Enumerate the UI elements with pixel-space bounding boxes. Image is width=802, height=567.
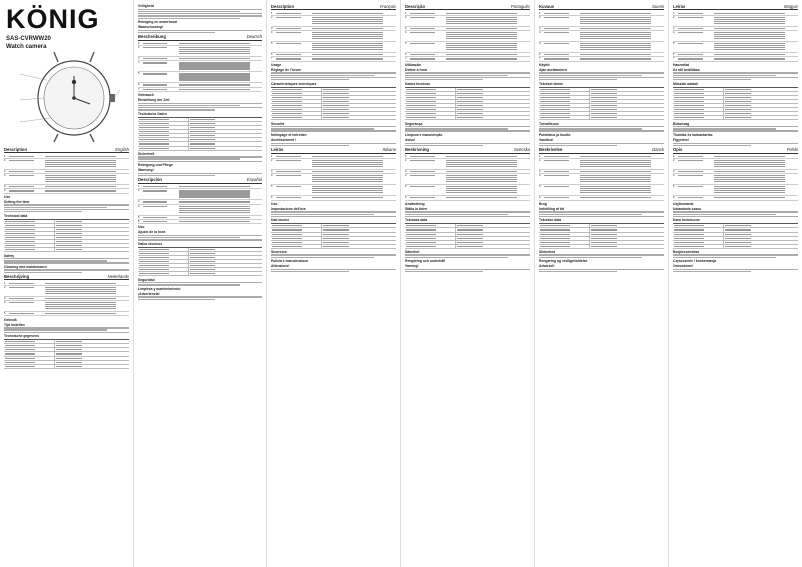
heading-datos: Datos técnicos <box>138 241 163 246</box>
column-5: Kuvaus Suomi 1 2 3 4 5 6 7 Käyttö Ajan asettaminen Tekniset tiedot Turvallisuus Puhdistus ja huolto Varoitus! Beskrivelse Dansk 1 2 3 4 5 6 Brug Indstilling af tid Tekniske data Sikkerhed Rengøring og vedligeholdelse Advarsel! <box>534 0 668 567</box>
heading-tekniset: Tekniset tiedot <box>539 81 563 86</box>
heading-anvandning: Användning <box>405 201 425 206</box>
heading-indstilling: Indstilling af tid <box>539 206 565 211</box>
column-2: Veiligheid Reiniging en onderhoud Waarschuwing! Beschreibung Deutsch 1 2 3 4 5 6 7 Gebrauch Einstellung der Zeit Technische Daten Sicherheit Reinigung und Pflege Warnung! Descripción Español 1 2 3 4 5 6 Uso Ajuste de la hora Datos técnicos Seguridad Limpieza y mantenimiento ¡Advertencia! <box>133 0 266 567</box>
heading-use: Use <box>4 194 11 199</box>
heading-reiniging: Reiniging en onderhoud <box>138 20 177 25</box>
column-3: Description Français 1 2 3 4 5 6 7 Usage Réglage de l'heure Caractéristiques techniques Sécurité Nettoyage et entretien Avertissement ! Leírás Italiano 1 2 3 4 5 6 Uso Impostazione dell'ora Dati tecnici Sicurezza Pulizia e manutenzione Attenzione! <box>266 0 400 567</box>
brand-logo-text: KÖNIG <box>6 4 100 32</box>
heading-bezpieczenstwo: Bezpieczeństwo <box>673 250 700 255</box>
heading-caracteristiques: Caractéristiques techniques <box>271 81 317 86</box>
heading-czyszczenie: Czyszczenie i konserwacja <box>673 259 717 264</box>
heading-varning: Varning! <box>405 264 419 269</box>
heading-veiligheid: Veiligheid <box>138 4 154 9</box>
heading-limpeza: Limpeza e manutenção <box>405 132 443 137</box>
heading-advarsel: Advarsel! <box>539 264 555 269</box>
heading-impostazione: Impostazione dell'ora <box>271 206 306 211</box>
heading-dane: Dane techniczne <box>673 218 700 223</box>
heading-uzytkowanie: Użytkowanie <box>673 201 694 206</box>
heading-ido: Az idő beállítása <box>673 68 700 73</box>
section-bar-leiras-hu: Leírás Magyar <box>673 4 798 9</box>
heading-gebruik: Gebruik <box>4 317 17 322</box>
heading-reglage: Réglage de l'heure <box>271 68 302 73</box>
heading-tijd-instellen: Tijd instellen <box>4 322 25 327</box>
heading-rengoring-da: Rengøring og vedligeholdelse <box>539 259 588 264</box>
technical-table-en <box>4 219 129 253</box>
heading-tekniska: Tekniska data <box>405 218 428 223</box>
heading-waarschuwing: Waarschuwing! <box>138 25 163 30</box>
section-bar-beskrivelse-da: Beskrivelse Dansk <box>539 147 664 153</box>
heading-ajan: Ajan asettaminen <box>539 68 568 73</box>
heading-sicurezza: Sicurezza <box>271 250 287 255</box>
heading-puhdistus: Puhdistus ja huolto <box>539 132 571 137</box>
heading-rengoring-sv: Rengöring och underhåll <box>405 259 446 264</box>
heading-pulizia: Pulizia e manutenzione <box>271 259 309 264</box>
heading-warnung: Warnung! <box>138 168 154 173</box>
section-bar-description-en: Description English <box>4 147 129 152</box>
heading-tisztitas: Tisztítás és karbantartás <box>673 132 713 137</box>
heading-technical-data: Technical data <box>4 213 28 218</box>
heading-definir: Definir a hora <box>405 68 427 73</box>
heading-cleaning: Cleaning and maintenance <box>4 264 47 269</box>
konig-logo <box>6 4 126 32</box>
heading-uso: Uso <box>138 225 145 230</box>
section-bar-description-fr: Description Français <box>271 4 396 9</box>
heading-figyelem: Figyelem! <box>673 138 689 143</box>
heading-ajuste: Ajuste de la hora <box>138 230 166 235</box>
heading-aviso: Aviso! <box>405 138 416 143</box>
heading-uso-it: Uso <box>271 201 278 206</box>
heading-ustawianie: Ustawianie czasu <box>673 206 702 211</box>
section-bar-descripcion-es: Descripción Español <box>138 177 262 183</box>
heading-tekniske: Tekniske data <box>539 218 562 223</box>
heading-nettoyage: Nettoyage et entretien <box>271 132 307 137</box>
column-4: Descrição Português 1 2 3 4 5 6 7 Utilização Definir a hora Dados técnicos Segurança Limpeza e manutenção Aviso! Beskrivning Svenska 1 2 3 4 5 6 Användning Ställa in tiden Tekniska data Säkerhet Rengöring och underhåll Varning! <box>400 0 534 567</box>
heading-brug: Brug <box>539 201 547 206</box>
heading-safety: Safety <box>4 253 15 258</box>
section-bar-beskrivning-sv: Beskrivning Svenska <box>405 147 530 153</box>
section-bar-beschreibung-de: Beschreibung Deutsch <box>138 34 262 40</box>
heading-sikkerhed: Sikkerhed <box>539 250 556 255</box>
heading-varoitus: Varoitus! <box>539 138 554 143</box>
section-bar-descricao-pt: Descrição Português <box>405 4 530 9</box>
heading-avertissement: Avertissement ! <box>271 138 297 143</box>
heading-gebrauch: Gebrauch <box>138 93 154 98</box>
heading-technische-daten: Technische Daten <box>138 111 167 116</box>
heading-usage: Usage <box>271 62 282 67</box>
heading-muszaki: Műszaki adatok <box>673 81 699 86</box>
section-bar-leiras-it: Leírás Italiano <box>271 147 396 153</box>
heading-seguridad: Seguridad <box>138 277 155 282</box>
model-number: SAS-CVRWW20 <box>6 36 51 42</box>
heading-einstellen: Einstellung der Zeit <box>138 98 170 103</box>
heading-stall: Ställa in tiden <box>405 206 428 211</box>
heading-ostrzezenie: Ostrzeżenie! <box>673 264 694 269</box>
heading-turvallisuus: Turvallisuus <box>539 121 559 126</box>
heading-attenzione: Attenzione! <box>271 264 290 269</box>
heading-technische-gegevens: Technische gegevens <box>4 334 39 339</box>
heading-utilizacao: Utilização <box>405 62 421 67</box>
heading-dados: Dados técnicos <box>405 81 431 86</box>
heading-limpieza: Limpieza y mantenimiento <box>138 286 181 291</box>
heading-securite: Sécurité <box>271 121 285 126</box>
heading-sicherheit: Sicherheit <box>138 151 155 156</box>
section-bar-kuvaus-fi: Kuvaus Suomi <box>539 4 664 9</box>
product-subtitle: Watch camera <box>6 44 47 50</box>
heading-seguranca: Segurança <box>405 121 423 126</box>
heading-advertencia: ¡Advertencia! <box>138 291 160 296</box>
heading-biztonsag: Biztonság <box>673 121 690 126</box>
heading-reinigung: Reinigung und Pflege <box>138 163 173 168</box>
heading-dati: Dati tecnici <box>271 218 290 223</box>
heading-sakerhet: Säkerhet <box>405 250 420 255</box>
section-bar-beschrijving-nl: Beschrijving Nederlands <box>4 273 129 279</box>
section-bar-opis-pl: Opis Polski <box>673 147 798 153</box>
heading-setting-time: Setting the time <box>4 200 30 205</box>
watch-illustration <box>14 52 122 142</box>
heading-kaytto: Käyttö <box>539 62 550 67</box>
column-6: Leírás Magyar 1 2 3 4 5 6 7 Használat Az idő beállítása Műszaki adatok Biztonság Tisztítás és karbantartás Figyelem! Opis Polski 1 2 3 4 5 6 Użytkowanie Ustawianie czasu Dane techniczne Bezpieczeństwo Czyszczenie i konserwacja Ostrzeżenie! <box>668 0 802 567</box>
column-1: KÖNIG SAS-CVRWW20 Watch camera Description English 1 2 3 4 5 6 Use Setting the time Technical data Safety Cleaning and maintenance Beschrijving Nederlands 1 2 3 4 5 Gebruik Tijd instellen Technische gegevens <box>0 0 133 567</box>
heading-hasznalat: Használat <box>673 62 689 67</box>
